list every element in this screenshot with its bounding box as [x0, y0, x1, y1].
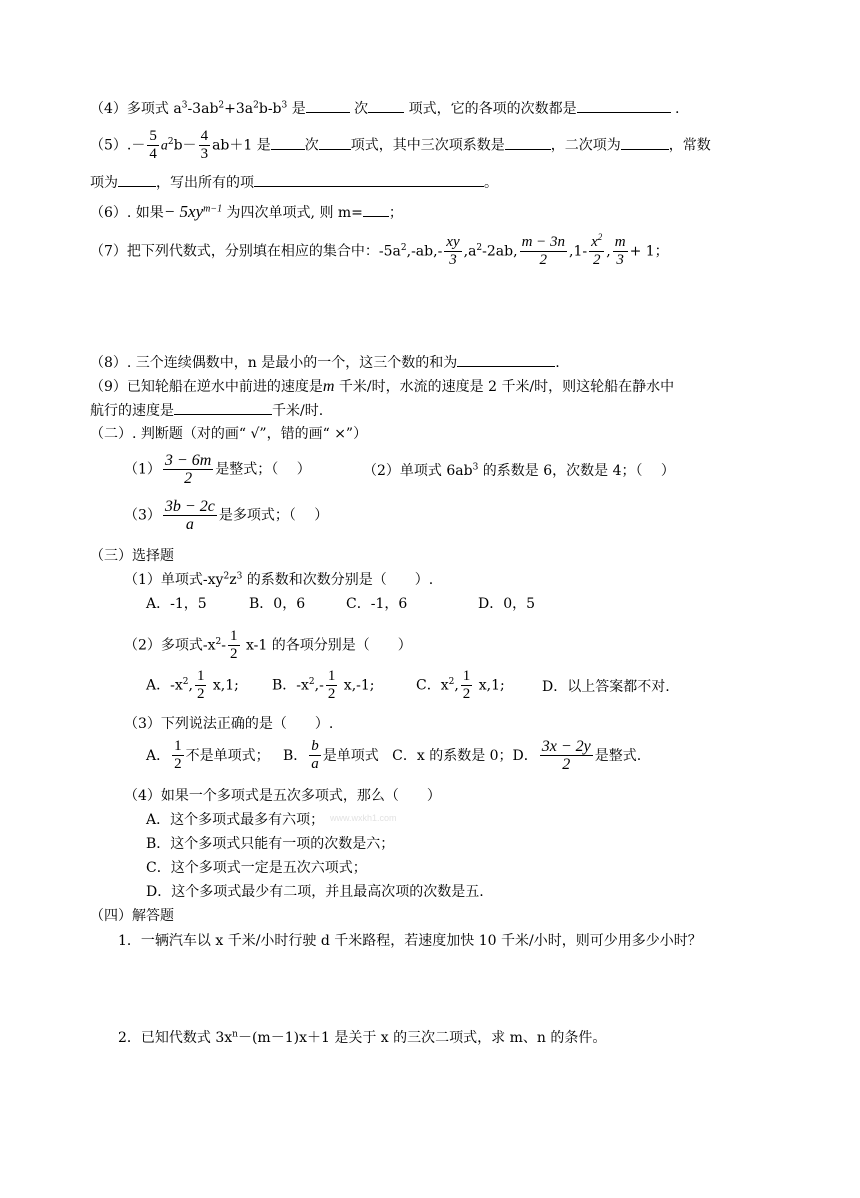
judge-item-1: （1） $\frac{3 - 6m}{2}$ 是整式；（ ）	[124, 452, 311, 487]
answer-heading: （四）解答题	[90, 908, 174, 924]
fraction: $\frac{m - 3n}{2}$	[521, 234, 566, 268]
choice-q2-option-b[interactable]: B．$-x^2,-$ $\frac{1}{2}$ x,-1;	[272, 668, 375, 702]
judge-heading: （二）. 判断题（对的画“ √”，错的画“ ×”）	[90, 426, 368, 442]
q4-number: （4）	[90, 101, 127, 117]
fraction: $\frac{3 - 6m}{2}$	[164, 452, 212, 487]
answer-blank[interactable]	[271, 135, 305, 150]
judge-item-3: （3） $\frac{3b - 2c}{a}$ 是多项式；（ ）	[124, 498, 329, 533]
q7-line: （7）把下列代数式，分别填在相应的集合中：$-5a^2,-ab,-$ $\frac{xy}{3}$ $,a^2-2ab$, $\frac{m - 3n}{2}$ ,1- $\frac{x^2}{2}$ , $\frac{m}{3}$ + 1；	[90, 232, 669, 268]
answer-blank[interactable]	[577, 98, 671, 113]
q4-line: （4）多项式 $a^3-3ab^2+3a^2b-b^3$ 是 次 项式，它的各项的次数都是 .	[90, 98, 680, 119]
fraction: $\frac{4}{3}$	[200, 128, 209, 162]
answer-blank[interactable]	[174, 400, 272, 415]
choice-q2-option-c[interactable]: C．$x^2$, $\frac{1}{2}$ x,1;	[416, 668, 505, 702]
judge-item-2: （2）单项式 $6ab^3$ 的系数是 6，次数是 4；（ ）	[363, 462, 675, 479]
choice-q1-option-a[interactable]: A．-1，5	[146, 596, 207, 612]
q5-line2: 项为 ，写出所有的项 。	[90, 172, 498, 193]
choice-heading: （三）选择题	[90, 548, 174, 564]
choice-q3-option-b[interactable]: B． $\frac{b}{a}$ 是单项式	[282, 738, 379, 772]
choice-q2-option-d[interactable]: D．以上答案都不对.	[542, 679, 670, 695]
choice-q4-option-c[interactable]: C．这个多项式一定是五次六项式；	[146, 860, 367, 876]
fraction: $\frac{xy}{3}$	[446, 234, 460, 268]
choice-q4-option-a[interactable]: A．这个多项式最多有六项；	[146, 812, 325, 828]
fraction: $\frac{1}{2}$	[230, 628, 238, 662]
fraction: $\frac{m}{3}$	[614, 234, 626, 268]
choice-q4: （4）如果一个多项式是五次多项式，那么（ ）	[124, 788, 441, 804]
choice-q3-options	[146, 738, 641, 773]
choice-q4-option-b[interactable]: B．这个多项式只能有一项的次数是六；	[146, 836, 395, 852]
choice-q3-option-c-d[interactable]: C．x 的系数是 0；D． $\frac{3x - 2y}{2}$ 是整式.	[392, 738, 642, 773]
q8-line: （8）. 三个连续偶数中，n 是最小的一个，这三个数的和为 .	[90, 352, 560, 373]
answer-blank[interactable]	[306, 98, 350, 113]
q9-line2: 航行的速度是 千米/时.	[90, 400, 323, 421]
q9-line1: （9）已知轮船在逆水中前进的速度是m 千米/时，水流的速度是 2 千米/时，则这轮船在静水中	[90, 378, 675, 395]
answer-problem-2: 2．已知代数式 $3x^n-(m-1)x+1$ 是关于 x 的三次二项式，求 m、n 的条件。	[118, 1029, 607, 1046]
answer-blank[interactable]	[363, 202, 389, 217]
fraction: $\frac{1}{2}$	[462, 668, 471, 702]
fraction: $\frac{x^2}{2}$	[591, 232, 603, 268]
answer-blank[interactable]	[621, 135, 669, 150]
choice-q2-option-a[interactable]: A．$-x^2$, $\frac{1}{2}$ x,1;	[146, 668, 239, 702]
choice-q4-option-d[interactable]: D．这个多项式最少有二项，并且最高次项的次数是五.	[146, 884, 484, 900]
answer-blank[interactable]	[254, 172, 484, 187]
choice-q3-option-a[interactable]: A． $\frac{1}{2}$ 不是单项式；	[146, 738, 270, 772]
q6-line: （6）. 如果− $5xy^{m-1}$ 为四次单项式, 则 m= ；	[90, 202, 403, 221]
answer-blank[interactable]	[319, 135, 351, 150]
q5-line1: （5）.－ $\frac{5}{4}$ $a^2b-$ $\frac{4}{3}$ ab＋1 是 次 项式，其中三次项系数是 ，二次项为 ，常数	[90, 128, 711, 162]
answer-blank[interactable]	[457, 352, 555, 367]
choice-q1-option-c[interactable]: C．-1，6	[346, 596, 408, 612]
answer-blank[interactable]	[368, 98, 404, 113]
fraction: $\frac{1}{2}$	[174, 738, 182, 772]
fraction: $\frac{1}{2}$	[196, 668, 205, 702]
fraction: $\frac{3b - 2c}{a}$	[164, 498, 215, 533]
choice-q1-option-d[interactable]: D．0，5	[478, 596, 536, 612]
answer-blank[interactable]	[118, 172, 156, 187]
choice-q1-option-b[interactable]: B．0，6	[249, 596, 306, 612]
choice-q3: （3）下列说法正确的是（ ）.	[124, 716, 334, 732]
fraction: $\frac{b}{a}$	[311, 738, 319, 772]
watermark: www.wxkh1.com	[330, 813, 397, 823]
fraction: $\frac{3x - 2y}{2}$	[541, 738, 591, 773]
answer-problem-1: 1．一辆汽车以 x 千米/小时行驶 d 千米路程，若速度加快 10 千米/小时，则可少用多少小时？	[118, 933, 702, 949]
fraction: $\frac{1}{2}$	[327, 668, 336, 702]
choice-q2: （2）多项式$-x^2-$ $\frac{1}{2}$ x-1 的各项分别是（ ）	[124, 628, 412, 662]
fraction: $\frac{5}{4}$	[149, 128, 157, 162]
answer-blank[interactable]	[505, 135, 551, 150]
choice-q1: （1）单项式$-xy^2z^3$ 的系数和次数分别是（ ）.	[124, 571, 434, 588]
